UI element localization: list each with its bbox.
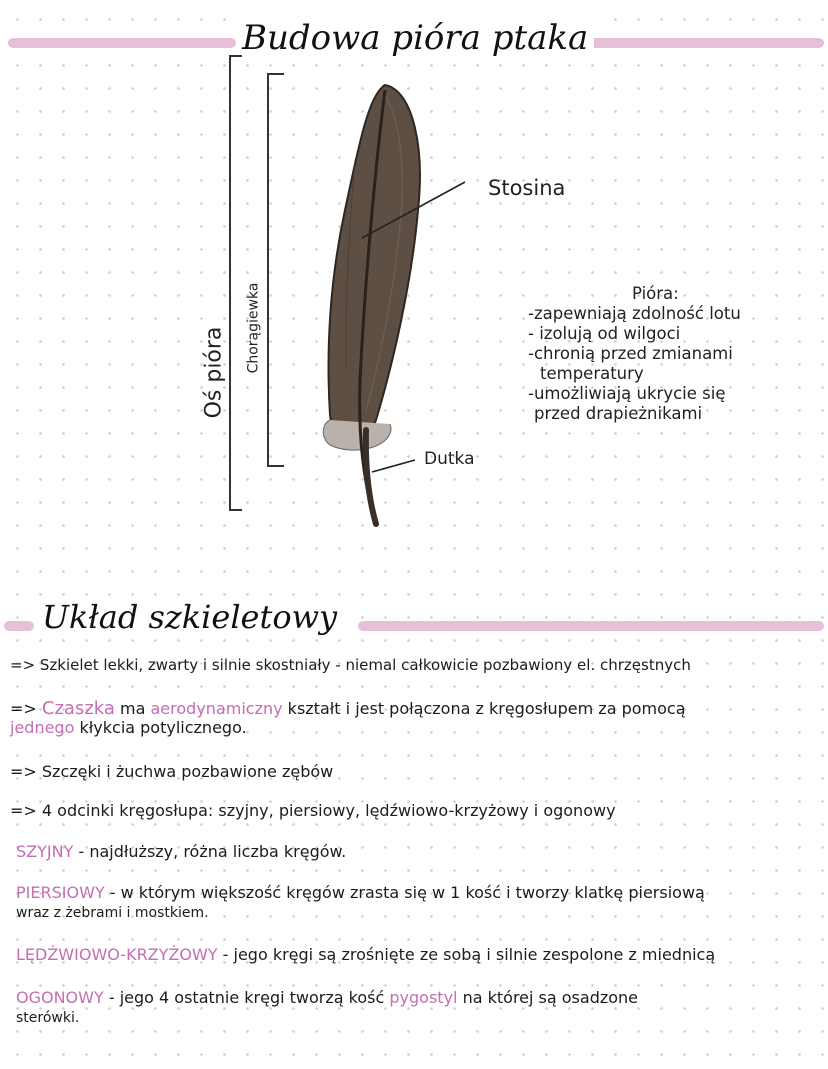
skeleton-band-left [4, 621, 34, 631]
skeleton-line-2: => Czaszka ma aerodynamiczny kształt i jest połączona z kręgosłupem za pomocą jednego kłykcia potylicznego. [10, 698, 686, 737]
segment-ogonowy: OGONOWY - jego 4 ostatnie kręgi tworzą kość pygostyl na której są osadzone sterówki. [16, 988, 639, 1026]
note-item: temperatury [540, 364, 644, 383]
quill-pointer [372, 460, 415, 472]
section-title-feather: Budowa pióra ptaka [236, 18, 594, 58]
note-item: -zapewniają zdolność lotu [528, 304, 741, 323]
segment-piersiowy: PIERSIOWY - w którym większość kręgów zrasta się w 1 kość i tworzy klatkę piersiową wraz z żebrami i mostkiem. [16, 883, 705, 921]
skeleton-line-4: => 4 odcinki kręgosłupa: szyjny, piersiowy, lędźwiowo-krzyżowy i ogonowy [10, 801, 616, 820]
vane-label: Chorągiewka [245, 282, 262, 374]
notes-title: Pióra: [632, 284, 679, 303]
skeleton-band-right [358, 621, 824, 631]
skeleton-line-3: => Szczęki i żuchwa pozbawione zębów [10, 762, 334, 781]
highlight-pygostyl: pygostyl [389, 988, 458, 1007]
axis-bracket [230, 56, 242, 510]
note-item: - izolują od wilgoci [528, 324, 681, 343]
vane-bracket [268, 74, 284, 466]
axis-label: Oś pióra [201, 326, 227, 419]
highlight-czaszka: Czaszka [41, 698, 115, 719]
segment-ledzwiowy: LĘDŹWIOWO-KRZYŻOWY - jego kręgi są zrośnięte ze sobą i silnie zespolone z miednicą [16, 945, 716, 964]
feather-vane [329, 85, 420, 442]
header-band-right [562, 38, 824, 48]
skeleton-line-1: => Szkielet lekki, zwarty i silnie skostniały - niemal całkowicie pozbawiony el. chrzęstnych [10, 656, 691, 674]
shaft-label: Stosina [488, 176, 566, 200]
highlight-jednego: jednego [10, 718, 75, 737]
segment-szyjny: SZYJNY - najdłuższy, różna liczba kręgów. [16, 842, 347, 861]
feather-down [323, 420, 391, 450]
note-item: -umożliwiają ukrycie się [528, 384, 726, 403]
section-title-skeleton: Układ szkieletowy [36, 598, 343, 636]
highlight-aerodynamiczny: aerodynamiczny [150, 699, 283, 718]
note-item: -chronią przed zmianami [528, 344, 733, 363]
feather-notes [528, 284, 741, 424]
note-item: przed drapieżnikami [534, 404, 703, 423]
header-band-left [8, 38, 236, 48]
quill-label: Dutka [424, 449, 475, 469]
